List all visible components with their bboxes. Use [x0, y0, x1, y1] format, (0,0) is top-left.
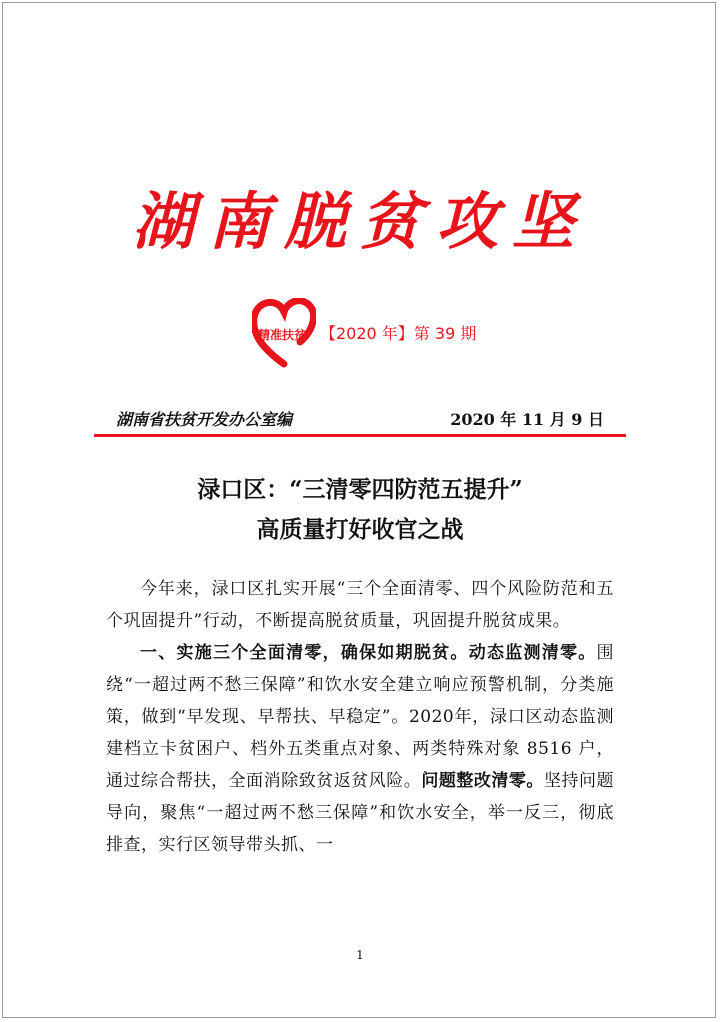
section1-sub2-heading: 问题整改清零。: [421, 771, 544, 791]
section1-heading: 一、实施三个全面清零，确保如期脱贫。: [140, 643, 469, 663]
article-title: [0, 470, 720, 550]
masthead-title: 湖南脱贫攻坚: [131, 185, 588, 258]
article-title-line2: 高质量打好收官之战: [256, 516, 464, 543]
section1-sub1-text: 围绕“一超过两不愁三保障”和饮水安全建立响应预警机制，分类施策，做到“早发现、早帮扶、早稳定”。2020年，渌口区动态监测建档立卡贫困户、档外五类重点对象、两类特殊对象 8516 户，通过综合帮扶，全面消除致贫返贫风险。: [106, 643, 615, 791]
page-number: 1: [356, 948, 364, 962]
issue-banner: [252, 298, 512, 368]
section1-sub1-heading: 动态监测清零。: [468, 643, 597, 663]
section1-paragraph: [106, 637, 614, 861]
article-title-line1: 渌口区：“三清零四防范五提升”: [197, 476, 523, 503]
intro-paragraph: 今年来，渌口区扎实开展“三个全面清零、四个风险防范和五个巩固提升”行动，不断提高脱贫质量，巩固提升脱贫成果。: [106, 579, 614, 631]
header-divider: [94, 434, 626, 437]
publication-date: 2020 年 11 月 9 日: [450, 410, 604, 429]
article-body: [106, 573, 614, 861]
section1-sub2-text: 坚持问题导向，聚焦“一超过两不愁三保障”和饮水安全，举一反三，彻底排查，实行区领导带头抓、一: [106, 771, 615, 855]
issue-number: 【2020 年】第 39 期: [320, 324, 477, 343]
logo-label: 精准扶贫: [258, 328, 307, 342]
editor-credit: 湖南省扶贫开发办公室编: [116, 410, 293, 429]
